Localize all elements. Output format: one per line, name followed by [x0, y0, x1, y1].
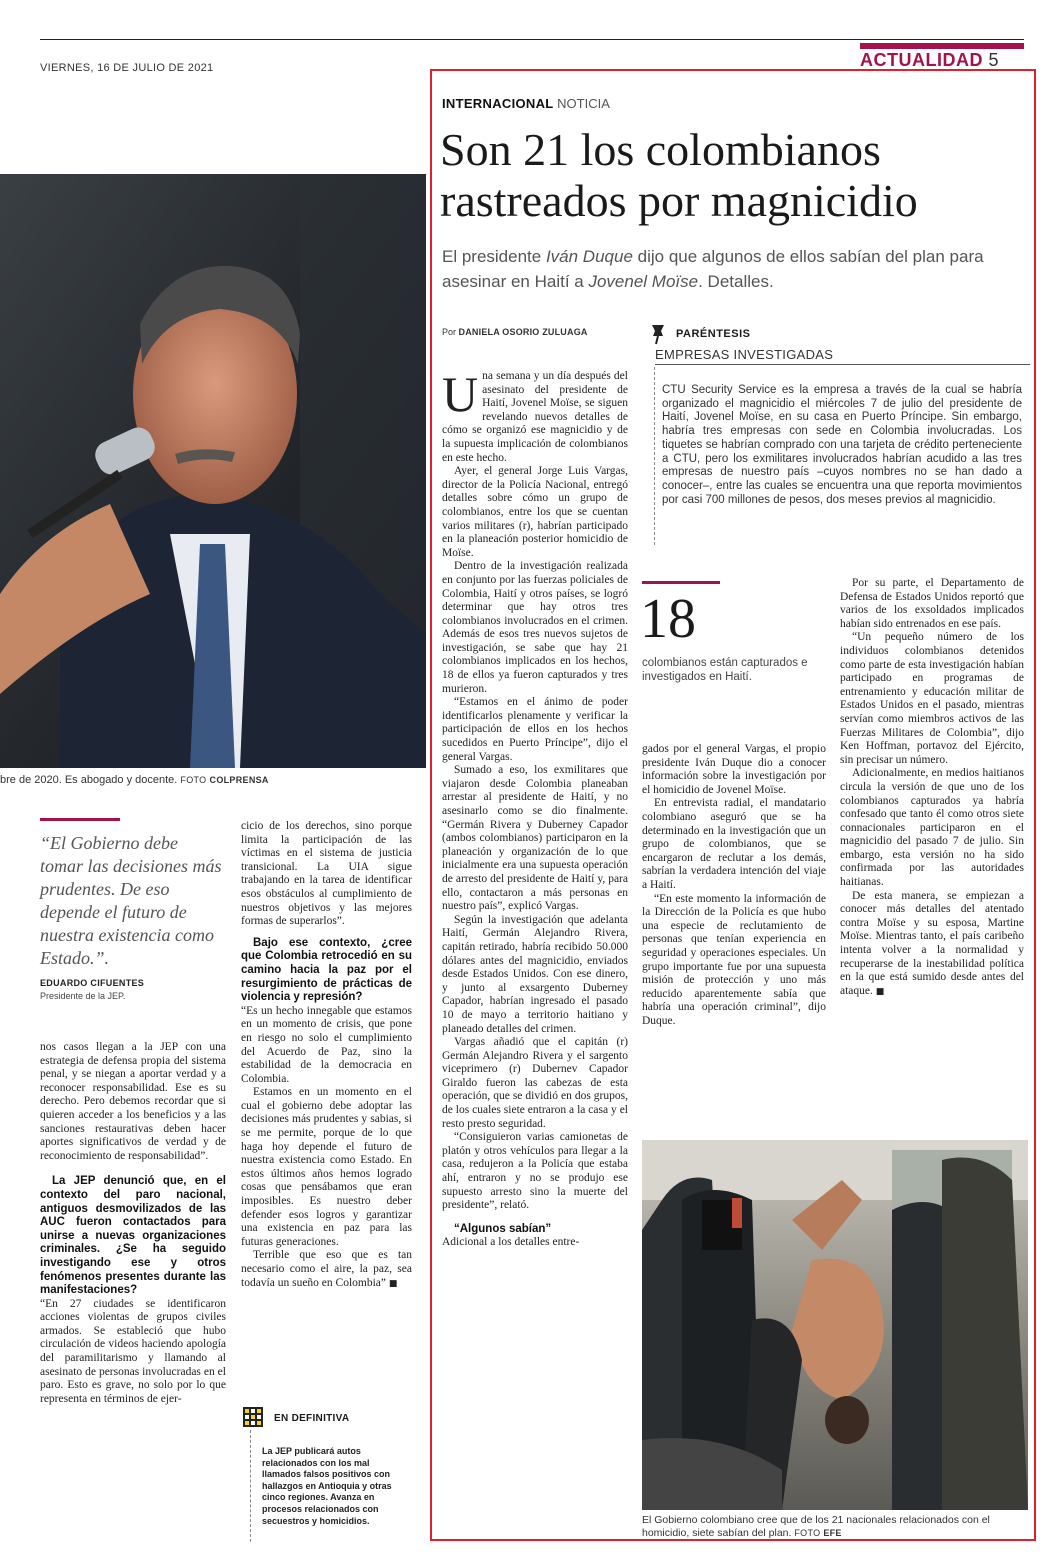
paragraph	[241, 1249, 412, 1291]
photo-credit-prefix: FOTO	[794, 1528, 821, 1538]
paragraph	[840, 890, 1024, 1000]
paragraph-text: De esta manera, se empiezan a conocer más detalles del atentado contra Moïse y su esposa, Martine Moïse. Mientras tanto, el país caribeño intenta volver a la normalidad y recuperarse de la inestabilidad política en la que está sumido desde antes del ataque.	[840, 889, 1024, 997]
parentesis-title: PARÉNTESIS	[676, 328, 751, 340]
grid-pattern-icon	[243, 1407, 263, 1427]
paragraph: Ayer, el general Jorge Luis Vargas, director de la Policía Nacional, entregó detalles sobre cómo un grupo de colombianos, entre los que se cuentan varios militares (r), habrían participado en la planeación posterior homicidio de Moïse.	[442, 465, 628, 559]
paragraph: “Consiguieron varias camionetas de platón y otros vehículos para llegar a la casa, redujeron a la Policía que estaba ahí, entraron y no se produjo ese supuesto arresto sino la muerte del presidente”, relató.	[442, 1131, 628, 1212]
parentesis-rule	[654, 367, 656, 545]
en-definitiva-rule	[250, 1430, 252, 1542]
paragraph-text: Terrible que eso que es tan necesario como el aire, la paz, sea todavía un sueño en Colombia”	[241, 1249, 412, 1289]
paragraph: “Es un hecho innegable que estamos en un momento de crisis, que pone en riesgo no solo el cumplimiento del Acuerdo de Paz, sino la estabilidad de la democracia en Colombia.	[241, 1004, 412, 1085]
en-definitiva-title: EN DEFINITIVA	[274, 1413, 350, 1424]
article-subhead: “Algunos sabían”	[454, 1222, 552, 1235]
deck-text: . Detalles.	[698, 272, 774, 291]
stat-accent-bar	[642, 581, 720, 584]
article-column-1	[442, 366, 628, 1250]
byline-prefix: Por	[442, 327, 457, 337]
quote-accent-bar	[40, 818, 120, 821]
paragraph: nos casos llegan a la JEP con una estrategia de defensa propia del sistema penal, y se niegan a aportar verdad y a reconocer responsabilidad. Ese es su derecho. Pero debemos recordar que si quieren acceder a los beneficios y a las sanciones restaurativas deben hacer aportes significativos de verdad y de reconocimiento de responsabilidad”.	[40, 1041, 226, 1162]
en-definitiva-body: La JEP publicará autos relacionados con los mal llamados falsos positivos con hallazgos en Antioquia y otras cinco regiones. Avanza en procesos relacionados con secuestros y homicidios.	[262, 1446, 392, 1526]
deck-text: dijo que algunos de ellos sabían del plan para asesinar en Haití a	[442, 247, 984, 291]
left-column-a	[40, 1041, 226, 1406]
top-rule	[40, 39, 1024, 40]
interview-question: La JEP denunció que, en el contexto del paro nacional, antiguos desmovilizados de las AUC fueron contactados para unirse a nuevas organizaciones criminales. ¿Se ha seguido investigando ese y otros fenómenos presentes durante las manifestaciones?	[40, 1175, 226, 1297]
paragraph: Adicional a los detalles entre-	[442, 1236, 580, 1249]
photo-caption-right	[642, 1514, 1030, 1540]
paragraph: Dentro de la investigación realizada en conjunto por las fuerzas policiales de Colombia, Haití y otros países, se logró determinar que hay otros tres colombianos involucrados en el crimen. Además de esos tres nuevos sujetos de investigación, se sabe que hay 21 colombianos implicados en los hechos, 18 de ellos ya fueron capturados y tres murieron.	[442, 560, 628, 695]
pull-quote: “El Gobierno debe tomar las decisiones más prudentes. De eso depende el futuro de nuestra existencia como Estado.”.	[40, 833, 222, 968]
pushpin-icon	[646, 322, 670, 346]
paragraph	[442, 366, 628, 465]
article-kicker	[442, 96, 610, 111]
stat-text: colombianos están capturados e investigados en Haití.	[642, 657, 808, 683]
kicker-section: INTERNACIONAL	[442, 96, 554, 111]
paragraph: “En 27 ciudades se identificaron acciones violentas de grupos civiles armados. Se estableció que hubo circulación de videos haciendo apología del paramilitarismo y llamando al asesinato de personas involucradas en el paro. Esto es grave, no solo por lo que representa en términos de ejer-	[40, 1297, 226, 1405]
page-number: 5	[988, 50, 1000, 70]
parentesis-body: CTU Security Service es la empresa a través de la cual se habría organizado el magnicidio el miércoles 7 de julio del presidente de Haití, Jovenel Moïse, en su casa en Puerto Príncipe. Sin embargo, habría tres empresas con sede en Colombia involucradas. Los tiquetes se habrían comprado con una tarjeta de crédito perteneciente a CTU, pero los exmilitares involucrados habrían acudido a las tres empresas de nuestro país –cuyos nombres no se han dado a conocer–, entre las cuales se encuentra una que reporta movimientos por casi 700 millones de pesos, dos meses previos al magnicidio.	[662, 384, 1022, 506]
quote-author: EDUARDO CIFUENTES	[40, 978, 145, 988]
caption-text: bre de 2020. Es abogado y docente.	[0, 774, 178, 786]
paragraph: gados por el general Vargas, el propio presidente Iván Duque dio a conocer información sobre la investigación por el homicidio de Jovenel Moïse.	[642, 743, 826, 796]
paragraph: Estamos en un momento en el cual el gobierno debe adoptar las decisiones más prudentes y sabias, si se me permite, porque de lo que haga hoy depende el futuro de nuestra existencia como Estado. En estos últimos años hemos logrado cosas que pensábamos que eran imposibles. Es nuestro deber defender esos logros y garantizar una existencia en paz para las futuras generaciones.	[241, 1086, 412, 1248]
article-column-3	[840, 577, 1024, 999]
arrest-photo	[642, 1140, 1028, 1510]
deck-name: Iván Duque	[545, 247, 633, 266]
photo-credit: EFE	[823, 1528, 842, 1538]
quote-role: Presidente de la JEP.	[40, 991, 126, 1001]
paragraph: “En este momento la información de la Dirección de la Policía es que hubo una especie de reclutamiento de personas que tenían experiencia en seguridad y operaciones especiales. Un grupo importante fue por una supuesta misión de protección y uno más reducido aparentemente sabía que habría una operación criminal”, dijo Duque.	[642, 892, 826, 1027]
section-name: ACTUALIDAD	[860, 50, 983, 70]
paragraph: En entrevista radial, el mandatario colombiano aseguró que se ha determinado en la investigación que un grupo de colombianos, que se encargaron de reclutar a los demás, sabrían la verdadera intención del viaje a Haití.	[642, 797, 826, 891]
article-headline	[440, 124, 1030, 226]
paragraph-text: na semana y un día después del asesinato del presidente de Haití, Jovenel Moïse, se siguen revelando nuevos detalles de cómo se organizó ese magnicidio y de la supuesta implicación de colombianos en este hecho.	[442, 370, 628, 464]
caption-text: El Gobierno colombiano cree que de los 21 nacionales relacionados con el homicidio, siete sabían del plan.	[642, 1514, 990, 1539]
end-mark: ■	[875, 986, 885, 997]
photo-credit-prefix: FOTO	[180, 775, 207, 785]
paragraph: Vargas añadió que el capitán (r) Germán Alejandro Rivera y el sargento viceprimero (r) Dubernev Capador Giraldo fueron las cabezas de esta operación, que se dividió en dos grupos, de los cuales siete entraron a la casa y el resto presto seguridad.	[442, 1036, 628, 1130]
section-accent-bar	[860, 43, 1024, 49]
photo-caption-left	[0, 774, 269, 786]
byline	[442, 327, 588, 337]
headline-line: rastreados por magnicidio	[440, 175, 918, 226]
paragraph: Sumado a eso, los exmilitares que viajaron desde Colombia planeaban arrestar al presidente de Haití, y no asesinarlo como se dio finalmente. “Germán Rivera y Duberney Capador (ambos colombianos) participaron en la planeación y organización de lo que inicialmente era una supuesta operación de arresto del presidente de Haití y, para ello, contactaron a más personas en nuestro país”, explicó Vargas.	[442, 764, 628, 913]
paragraph: Por su parte, el Departamento de Defensa de Estados Unidos reportó que varios de los exsoldados implicados habían sido entrenados en ese país.	[840, 577, 1024, 630]
paragraph: Adicionalmente, en medios haitianos circula la versión de que uno de los colombianos capturados ya habría confesado que tanto él como otros siete connacionales participaron en el magnicidio del pasado 7 de julio. Sin embargo, esta versión no ha sido confirmada por las autoridades haitianas.	[840, 767, 1024, 889]
parentesis-subtitle: EMPRESAS INVESTIGADAS	[655, 347, 1030, 365]
article-deck	[442, 244, 1027, 294]
interview-photo	[0, 174, 426, 768]
paragraph: Según la investigación que adelanta Haití, Germán Alejandro Rivera, capitán retirado, habría recibido 50.000 dólares antes del magnicidio, enviados desde Estados Unidos. Con ese dinero, y junto al exsargento Duberney Capador, habrían ingresado el pasado 10 de mayo a territorio haitiano y planeado detalles del crimen.	[442, 913, 628, 1035]
headline-line: Son 21 los colombianos	[440, 124, 881, 175]
deck-name: Jovenel Moïse	[588, 272, 699, 291]
issue-date: VIERNES, 16 DE JULIO DE 2021	[40, 62, 214, 74]
paragraph: “Un pequeño número de los individuos colombianos detenidos como parte de esta investigación habían participado en programas de entrenamiento y educación militar de Estados Unidos en el pasado, mientras servían como miembros activos de las Fuerzas Militares de Colombia”, dijo Ken Hoffman, portavoz del Ejército, sin precisar un número.	[840, 631, 1024, 766]
photo-credit: COLPRENSA	[209, 775, 269, 785]
paragraph: cicio de los derechos, sino porque limita la participación de las víctimas en el sistema de justicia transicional. La UIA sigue trabajando en la tarea de identificar esos obstáculos al cumplimiento de nuestros objetivos y las mejores formas de superarlos”.	[241, 820, 412, 928]
article-column-2	[642, 743, 826, 1028]
deck-text: El presidente	[442, 247, 546, 266]
end-mark: ■	[388, 1278, 398, 1289]
section-label	[860, 50, 999, 71]
interview-question: Bajo ese contexto, ¿cree que Colombia retrocedió en su camino hacia la paz por el resurgimiento de prácticas de violencia y represión?	[241, 936, 412, 1004]
drop-cap: U	[442, 366, 479, 422]
stat-number: 18	[640, 588, 696, 650]
byline-author: DANIELA OSORIO ZULUAGA	[458, 327, 588, 337]
left-column-b	[241, 820, 412, 1291]
paragraph: “Estamos en el ánimo de poder identificarlos plenamente y verificar la participación de ellos en los hechos sucedidos en Puerto Príncipe”, dijo el general Vargas.	[442, 696, 628, 763]
kicker-type: NOTICIA	[557, 96, 610, 111]
